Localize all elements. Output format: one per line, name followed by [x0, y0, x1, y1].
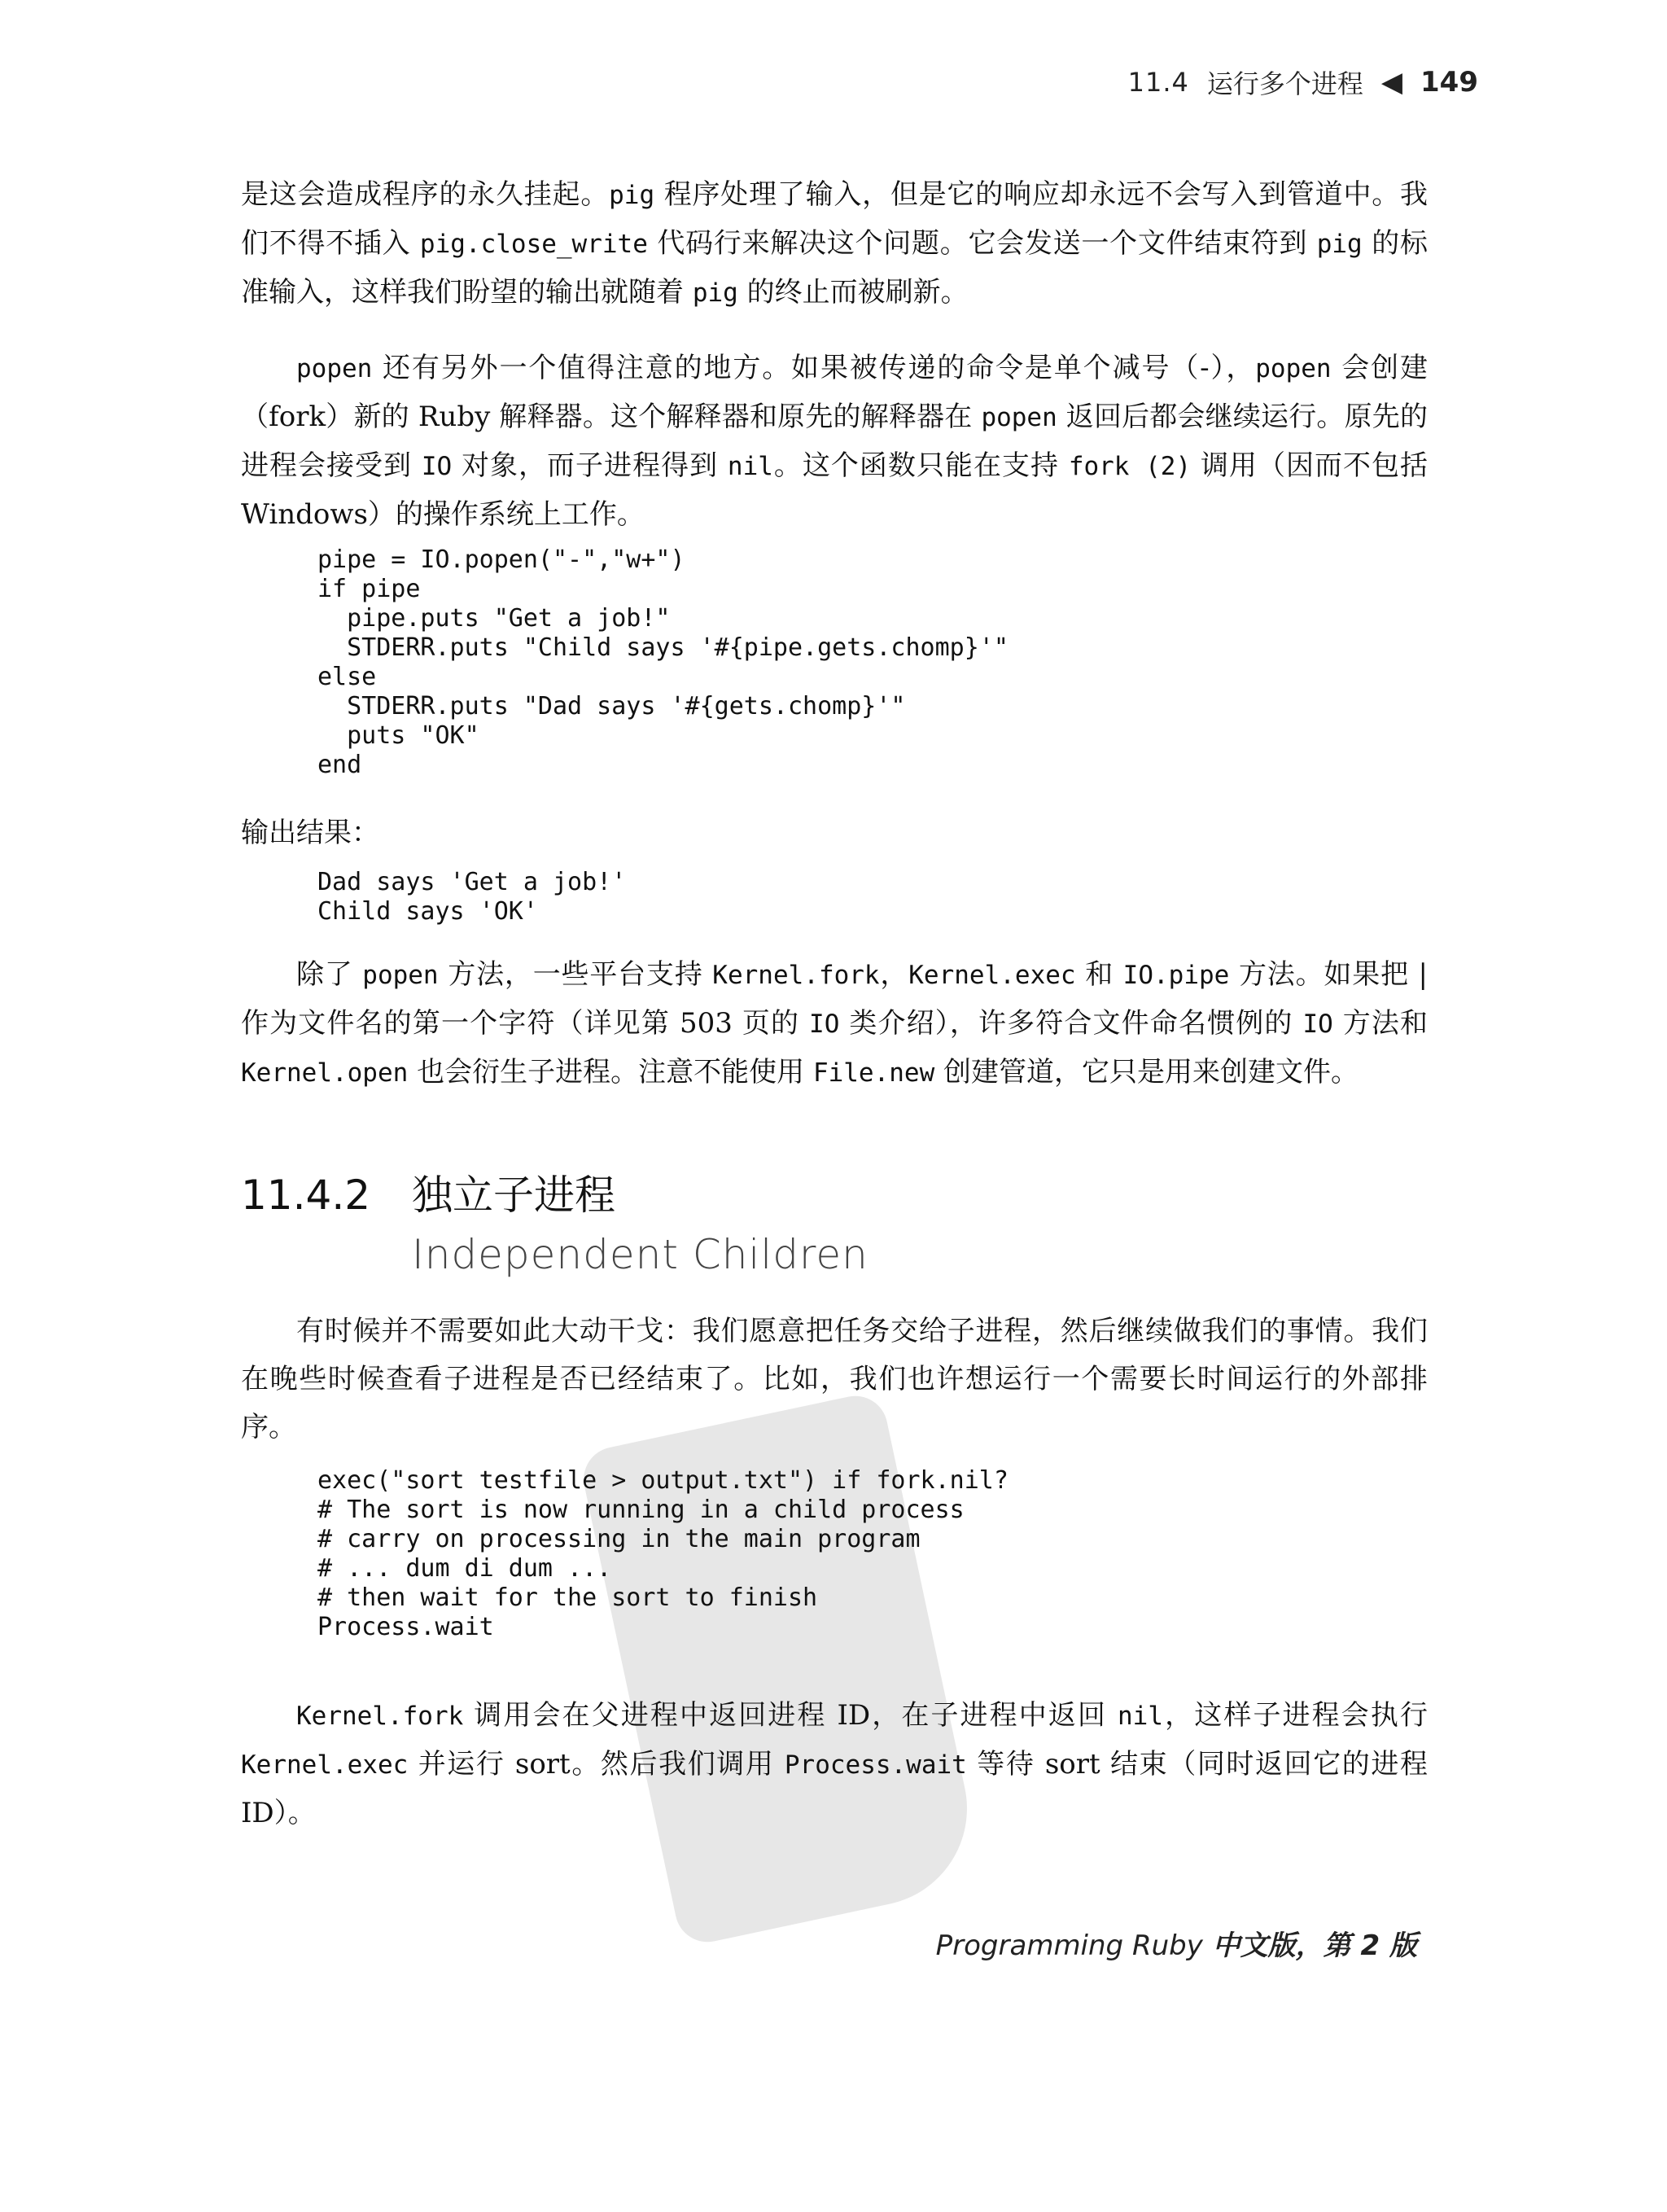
inline-code: pig.close_write — [419, 230, 648, 259]
text: 调用（因而不包括 Windows）的操作系统上工作。 — [241, 449, 1429, 531]
paragraph-3 — [241, 951, 1428, 1097]
inline-code: pig — [692, 278, 738, 308]
text: 类介绍），许多符合文件命名惯例的 — [839, 1007, 1303, 1040]
text: 和 — [1075, 958, 1123, 991]
text: 创建管道，它只是用来创建文件。 — [934, 1056, 1359, 1088]
paragraph-5 — [241, 1692, 1428, 1837]
footer-edition: 中文版，第 2 版 — [1202, 1929, 1417, 1962]
text: 的终止而被刷新。 — [737, 276, 969, 309]
text: 程序处理了输入，但是它的响应却永远不会写入到管道中。我们不得不插入 — [241, 178, 1428, 260]
inline-code: Kernel.fork — [296, 1702, 464, 1731]
inline-code: IO.pipe — [1122, 961, 1230, 990]
header-section-number: 11.4 — [1127, 67, 1189, 98]
text: ，这样子进程会执行 — [1163, 1699, 1428, 1732]
text: 对象，而子进程得到 — [452, 449, 728, 482]
text: 方法和 — [1332, 1007, 1428, 1040]
inline-code: popen — [362, 961, 439, 990]
paragraph-1 — [241, 171, 1428, 318]
section-title-en: Independent Children — [412, 1231, 869, 1278]
output-label: 输出结果： — [241, 817, 379, 849]
code-block-output: Dad says 'Get a job!' Child says 'OK' — [317, 868, 627, 926]
text: 方法，一些平台支持 — [438, 958, 713, 991]
running-header — [1128, 64, 1478, 101]
section-number: 11.4.2 — [241, 1172, 371, 1219]
inline-code: Kernel.exec — [241, 1750, 409, 1780]
code-block-popen: pipe = IO.popen("-","w+") if pipe pipe.puts "Get a job!" STDERR.puts "Child says '#{pipe.gets.chomp}'" else STDERR.puts "Dad says '#{gets.chomp}'" puts "OK" end — [317, 545, 1009, 779]
text: 除了 — [296, 958, 363, 991]
inline-code: popen — [981, 403, 1057, 432]
text: 代码行来解决这个问题。它会发送一个文件结束符到 — [647, 227, 1317, 260]
text: 等待 sort 结束（同时返回它的进程 ID）。 — [241, 1748, 1428, 1829]
code-block-fork: exec("sort testfile > output.txt") if fork.nil? # The sort is now running in a child process # carry on processing in the main program # ... dum di dum ... # then wait for the sort to finish Process.wait — [317, 1466, 1009, 1641]
inline-code: IO — [809, 1010, 840, 1039]
paragraph-4: 有时候并不需要如此大动干戈：我们愿意把任务交给子进程，然后继续做我们的事情。我们在晚些时候查看子进程是否已经结束了。比如，我们也许想运行一个需要长时间运行的外部排序。 — [241, 1315, 1428, 1443]
inline-code: IO — [421, 452, 453, 481]
inline-code: Kernel.exec — [908, 961, 1076, 990]
text: 并运行 sort。然后我们调用 — [408, 1748, 785, 1781]
text: 会创建（fork）新的 Ruby 解释器。这个解释器和原先的解释器在 — [241, 352, 1428, 433]
text: 方法。如果把 | 作为文件名的第一个字符（详见第 503 页的 — [241, 958, 1428, 1040]
text: 调用会在父进程中返回进程 ID，在子进程中返回 — [463, 1699, 1118, 1732]
text: 是这会造成程序的永久挂起。 — [241, 178, 610, 211]
left-triangle-icon: ◀ — [1380, 66, 1403, 99]
text: 还有另外一个值得注意的地方。如果被传递的命令是单个减号（-）， — [372, 352, 1256, 384]
text: 也会衍生子进程。注意不能使用 — [408, 1056, 813, 1088]
inline-code: pig — [1316, 230, 1363, 259]
inline-code: File.new — [812, 1058, 935, 1088]
section-heading — [241, 1163, 869, 1278]
section-title-zh: 独立子进程 — [412, 1172, 615, 1219]
page-footer — [936, 1923, 1417, 1963]
header-section-title: 运行多个进程 — [1206, 68, 1363, 99]
footer-book-title: Programming Ruby — [935, 1929, 1203, 1962]
page-number: 149 — [1420, 66, 1478, 99]
inline-code: Kernel.fork — [712, 961, 880, 990]
text: 。这个函数只能在支持 — [772, 449, 1069, 482]
inline-code: popen — [1255, 354, 1332, 383]
paragraph-2 — [241, 344, 1428, 539]
inline-code: nil — [727, 452, 773, 481]
text: ， — [879, 958, 909, 991]
inline-code: Process.wait — [784, 1750, 967, 1780]
inline-code: popen — [296, 354, 373, 383]
text: 返回后都会继续运行。原先的进程会接受到 — [241, 401, 1428, 482]
inline-code: pig — [609, 181, 655, 210]
inline-code: Kernel.open — [241, 1058, 409, 1088]
inline-code: fork (2) — [1068, 452, 1192, 481]
inline-code: nil — [1118, 1702, 1164, 1731]
inline-code: IO — [1302, 1010, 1333, 1039]
text: 的标准输入，这样我们盼望的输出就随着 — [241, 227, 1428, 309]
